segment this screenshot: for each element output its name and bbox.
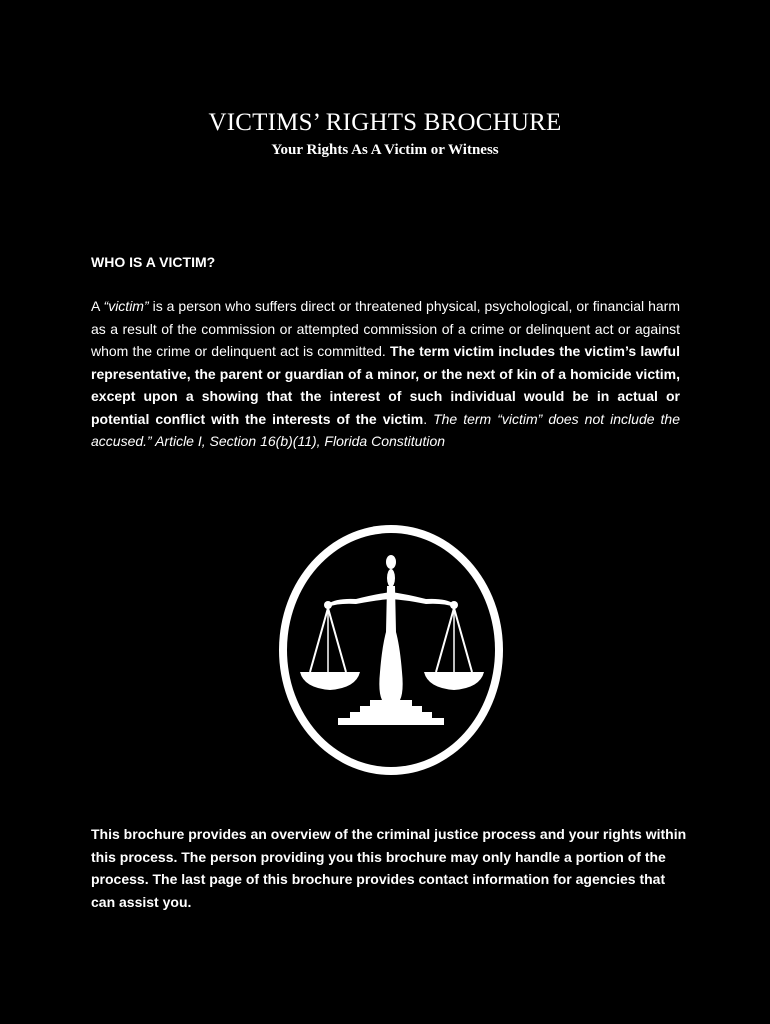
page-subtitle: Your Rights As A Victim or Witness <box>271 142 499 158</box>
page-title: VICTIMS’ RIGHTS BROCHURE <box>208 109 562 136</box>
definition-bold-clause: The term victim includes the victim’s lawful representative, the parent or guardian of a minor, or the next of kin of a homicide victim, except upon a showing that the interest of such individual would be in actual or potential conflict with the interests of the victim <box>91 343 680 427</box>
scales-of-justice-icon <box>276 522 506 778</box>
brochure-overview-note: This brochure provides an overview of the criminal justice process and your rights within this process. The person providing you this brochure may only handle a portion of the process. The last page of this brochure provides contact information for agencies that can assist you. <box>91 826 687 910</box>
definition-period: . <box>423 410 428 427</box>
definition-intro: A <box>91 298 104 314</box>
section-heading: WHO IS A VICTIM? <box>91 254 216 270</box>
definition-citation: The term “victim” does not include the accused.” Article I, Section 16(b)(11), Florida Constitution <box>91 410 680 449</box>
definition-body: is a person who suffers direct or threatened physical, psychological, or financial harm as a result of the commission or attempted commission of a crime or delinquent act or against whom the crime or delinquent act is committed. <box>91 298 680 359</box>
brochure-header <box>0 108 770 160</box>
definition-term: “victim” <box>103 298 149 314</box>
victim-definition <box>91 295 680 453</box>
